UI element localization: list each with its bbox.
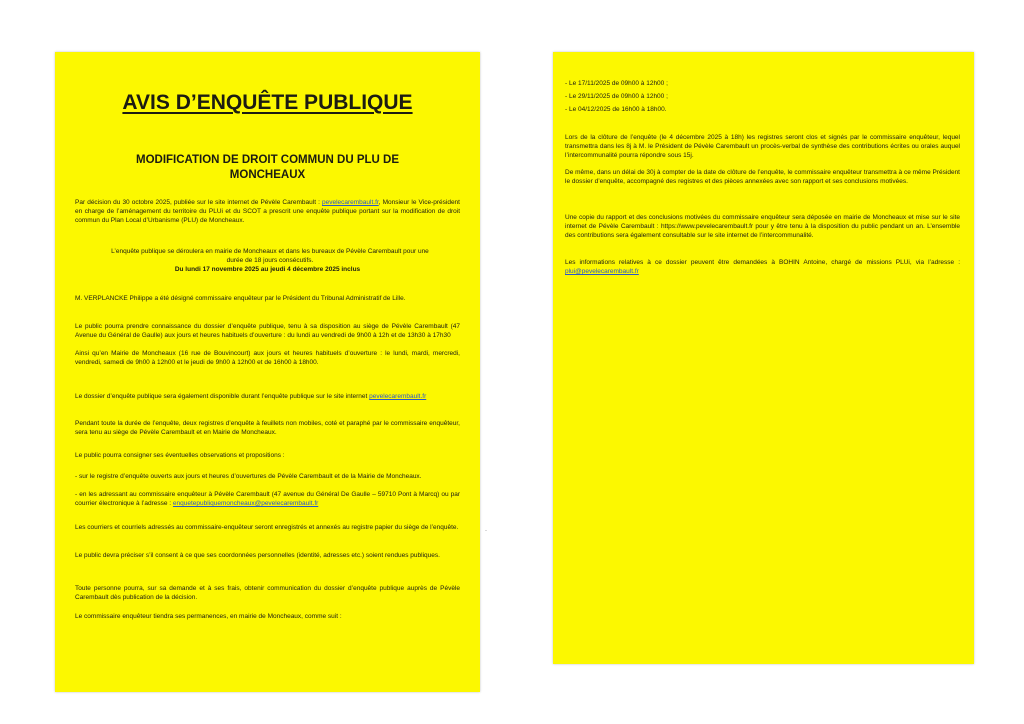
closure-paragraph: Lors de la clôture de l’enquête (le 4 décembre 2025 à 18h) les registres seront clos et signés par le commissaire enquêteur, lequel transmettra dans les 8j à M. le Président de Pévèle Carembault un procès-verbal de synthèse des contributions écrites ou orales auquel l’intercommunalité pourra répondre sous 15j. — [565, 134, 960, 159]
observation-email-item: - en les adressant au commissaire enquêteur à Pévèle Carembault (47 avenue du Général De Gaulle – 59710 Pont à Marcq) ou par courrier électronique à l’adresse : enquetepubliquemoncheaux@pevelecarembault.fr — [75, 491, 460, 507]
notice-title: AVIS D’ENQUÊTE PUBLIQUE — [122, 91, 413, 114]
left-notice-page — [55, 52, 480, 692]
communication-paragraph: Toute personne pourra, sur sa demande et à ses frais, obtenir communication du dossier d’enquête publique auprès de Pévèle Carembault dès publication de la décision. — [75, 585, 460, 601]
permanence-date-item: - Le 17/11/2025 de 09h00 à 12h00 ; — [565, 77, 668, 90]
report-copy-paragraph: Une copie du rapport et des conclusions motivées du commissaire enquêteur sera déposée en mairie de Moncheaux et mise sur le site internet de Pévèle Carembault : https://www.pevelecarembault.fr pour y être tenu à la disposition du public pendant un an. L’ensemble des contributions sera également consultable sur le site internet de l’intercommunalité. — [565, 214, 960, 239]
intro-website-link[interactable]: pevelecarembault.fr — [321, 199, 379, 206]
contact-paragraph: Les informations relatives à ce dossier peuvent être demandées à BOHIN Antoine, chargé de missions PLUi, via l’adresse : plui@pevelecarembault.fr — [565, 259, 960, 275]
permanence-date-item: - Le 29/11/2025 de 09h00 à 12h00 ; — [565, 90, 668, 103]
observation-register-item: - sur le registre d’enquête ouverts aux jours et heures d’ouvertures de Pévèle Carembault et de la Mairie de Moncheaux. — [75, 473, 422, 480]
right-notice-page — [553, 52, 974, 664]
consultation-paragraph-mairie: Ainsi qu’en Mairie de Moncheaux (16 rue de Bouvincourt) aux jours et heures habituels d’ouverture : le lundi, mardi, mercredi, vendredi, samedi de 9h00 à 12h00 et le jeudi de 9h00 à 12h00 et de 16h00 à 18h00. — [75, 350, 460, 366]
notice-subtitle: MODIFICATION DE DROIT COMMUN DU PLU DE MONCHEAUX — [136, 154, 399, 181]
registers-paragraph: Pendant toute la durée de l’enquête, deux registres d’enquête à feuillets non mobiles, coté et paraphé par le commissaire enquêteur, sera tenu au siège de Pévèle Carembault et en Mairie de Moncheaux. — [75, 420, 460, 436]
mail-annexed-paragraph: Les courriers et courriels adressés au commissaire-enquêteur seront enregistrés et annexés au registre papier du siège de l’enquête. — [75, 524, 459, 531]
personal-data-paragraph: Le public devra préciser s’il consent à ce que ses coordonnées personnelles (identité, adresses etc.) soient rendues publiques. — [75, 552, 440, 559]
contact-email-link[interactable]: plui@pevelecarembault.fr — [565, 267, 639, 275]
online-dossier-paragraph: Le dossier d’enquête publique sera également disponible durant l’enquête publique sur le site internet pevelecarembault.fr — [75, 393, 427, 400]
inquiry-email-link[interactable]: enquetepubliquemoncheaux@pevelecarembault.fr — [172, 499, 319, 507]
inquiry-period: Du lundi 17 novembre 2025 au jeudi 4 décembre 2025 inclus — [174, 266, 361, 273]
permanences-intro: Le commissaire enquêteur tiendra ses permanences, en mairie de Moncheaux, comme suit : — [75, 613, 342, 620]
permanence-dates-list — [565, 77, 668, 116]
permanence-date-item: - Le 04/12/2025 de 16h00 à 18h00. — [565, 103, 668, 116]
consultation-paragraph-seat: Le public pourra prendre connaissance du dossier d’enquête publique, tenu à sa disposition au siège de Pévèle Carembault (47 Avenue du Général de Gaulle) aux jours et heures habituels d’ouverture : du lundi au vendredi de 9h00 à 12h et de 13h30 à 17h30 — [75, 323, 460, 339]
commissioner-paragraph: M. VERPLANCKE Philippe a été désigné commissaire enquêteur par le Président du Tribunal Administratif de Lille. — [75, 295, 406, 302]
location-paragraph: L’enquête publique se déroulera en mairie de Moncheaux et dans les bureaux de Pévèle Carembault pour une durée de 18 jours consécutifs. — [111, 248, 429, 264]
observations-intro: Le public pourra consigner ses éventuelles observations et propositions : — [75, 452, 285, 459]
online-dossier-link[interactable]: pevelecarembault.fr — [369, 393, 427, 400]
report-delay-paragraph: De même, dans un délai de 30j à compter de la date de clôture de l’enquête, le commissaire enquêteur transmettra à ce même Président le dossier d’enquête, accompagné des registres et des pièces annexées avec son rapport et ses conclusions motivées. — [565, 169, 960, 185]
gutter-mark: · — [485, 528, 487, 534]
intro-paragraph: Par décision du 30 octobre 2025, publiée sur le site internet de Pévèle Carembault : pevelecarembault.fr, Monsieur le Vice-président en charge de l’aménagement du territoire du PLUi et du SCOT a prescrit une enquête publique portant sur la modification de droit commun du Plan Local d’Urbanisme (PLU) de Moncheaux. — [75, 199, 460, 224]
